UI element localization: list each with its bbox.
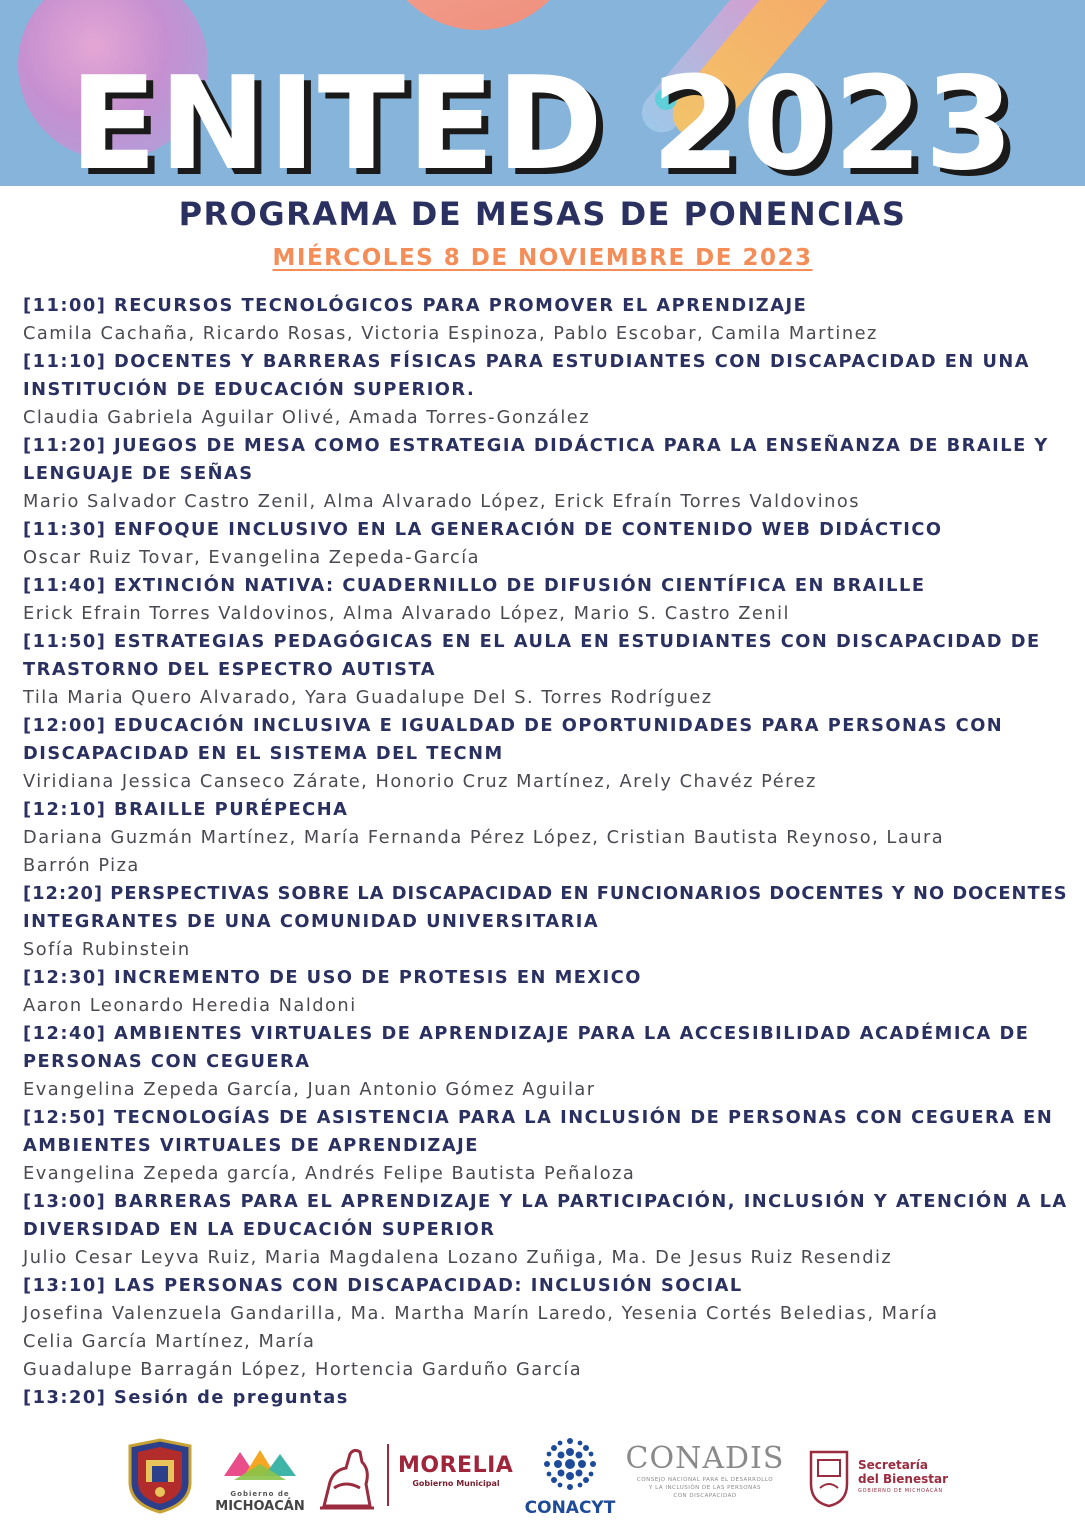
talk-title-line: [12:00] EDUCACIÓN INCLUSIVA E IGUALDAD DE OPORTUNIDADES PARA PERSONAS CON — [23, 715, 1004, 736]
michoacan-small-text: Gobierno de — [230, 1490, 290, 1498]
header-banner — [0, 0, 1085, 186]
talk-authors-line: Tila Maria Quero Alvarado, Yara Guadalupe Del S. Torres Rodríguez — [23, 687, 713, 708]
program-date: MIÉRCOLES 8 DE NOVIEMBRE DE 2023 — [272, 245, 813, 271]
talk-title-line: [13:10] LAS PERSONAS CON DISCAPACIDAD: INCLUSIÓN SOCIAL — [23, 1275, 743, 1296]
talk-authors-line: Julio Cesar Leyva Ruiz, Maria Magdalena Lozano Zuñiga, Ma. De Jesus Ruiz Resendiz — [23, 1247, 893, 1268]
conadis-sub-3: CON DISCAPACIDAD — [673, 1493, 737, 1499]
morelia-logo — [398, 1454, 514, 1490]
sponsor-logos — [0, 1428, 1085, 1528]
talk-authors-line: Oscar Ruiz Tovar, Evangelina Zepeda-García — [23, 547, 481, 568]
talk-title-line: [12:40] AMBIENTES VIRTUALES DE APRENDIZAJE PARA LA ACCESIBILIDAD ACADÉMICA DE — [23, 1023, 1030, 1044]
conadis-sub-2: Y LA INCLUSIÓN DE LAS PERSONAS — [649, 1485, 761, 1491]
bienestar-seal-icon — [808, 1448, 850, 1508]
talk-authors-line: Camila Cachaña, Ricardo Rosas, Victoria Espinoza, Pablo Escobar, Camila Martinez — [23, 323, 878, 344]
talk-title-line: TRASTORNO DEL ESPECTRO AUTISTA — [23, 659, 436, 680]
talk-title-line: [12:50] TECNOLOGÍAS DE ASISTENCIA PARA LA INCLUSIÓN DE PERSONAS CON CEGUERA EN — [23, 1107, 1054, 1128]
morelia-sub-text: Gobierno Municipal — [412, 1479, 500, 1488]
talk-authors-line: Evangelina Zepeda garcía, Andrés Felipe Bautista Peñaloza — [23, 1163, 636, 1184]
morelia-horse-icon — [316, 1442, 378, 1512]
talk-title-line: [12:10] BRAILLE PURÉPECHA — [23, 799, 349, 820]
logo-divider — [387, 1444, 389, 1506]
talk-authors-line: Sofía Rubinstein — [23, 939, 191, 960]
university-seal-logo — [126, 1438, 194, 1514]
bienestar-text-2: del Bienestar — [858, 1472, 948, 1486]
talk-title-line: [12:30] INCREMENTO DE USO DE PROTESIS EN MEXICO — [23, 967, 642, 988]
conadis-sub-1: CONSEJO NACIONAL PARA EL DESARROLLO — [636, 1477, 774, 1483]
talk-title-line: INSTITUCIÓN DE EDUCACIÓN SUPERIOR. — [23, 379, 476, 400]
bienestar-text-3: GOBIERNO DE MICHOACÁN — [858, 1488, 943, 1494]
talk-title-line: PERSONAS CON CEGUERA — [23, 1051, 311, 1072]
conacyt-dots-icon — [540, 1434, 600, 1494]
conadis-logo — [624, 1442, 786, 1500]
michoacan-mark-icon — [214, 1446, 306, 1486]
talk-title-line: [11:10] DOCENTES Y BARRERAS FÍSICAS PARA ESTUDIANTES CON DISCAPACIDAD EN UNA — [23, 351, 1031, 372]
talk-authors-line: Celia García Martínez, María — [23, 1331, 316, 1352]
talk-authors-line: Viridiana Jessica Canseco Zárate, Honorio Cruz Martínez, Arely Chavéz Pérez — [23, 771, 817, 792]
talk-authors-line: Evangelina Zepeda García, Juan Antonio Gómez Aguilar — [23, 1079, 596, 1100]
talk-title-line: [11:50] ESTRATEGIAS PEDAGÓGICAS EN EL AULA EN ESTUDIANTES CON DISCAPACIDAD DE — [23, 631, 1041, 652]
morelia-text: MORELIA — [398, 1453, 514, 1478]
talk-title-line: DIVERSIDAD EN LA EDUCACIÓN SUPERIOR — [23, 1219, 496, 1240]
talk-title-line: [13:20] Sesión de preguntas — [23, 1387, 349, 1408]
talk-title-line: INTEGRANTES DE UNA COMUNIDAD UNIVERSITARIA — [23, 911, 600, 932]
talk-title-line: AMBIENTES VIRTUALES DE APRENDIZAJE — [23, 1135, 479, 1156]
conadis-text: CONADIS — [625, 1441, 785, 1476]
event-title: ENITED 2023 — [69, 50, 1016, 186]
talk-title-line: DISCAPACIDAD EN EL SISTEMA DEL TECNM — [23, 743, 504, 764]
michoacan-text: MICHOACÁN — [215, 1499, 305, 1514]
program-subtitle: PROGRAMA DE MESAS DE PONENCIAS — [178, 195, 907, 233]
conacyt-logo — [518, 1434, 622, 1518]
talk-authors-line: Erick Efrain Torres Valdovinos, Alma Alvarado López, Mario S. Castro Zenil — [23, 603, 790, 624]
talk-authors-line: Aaron Leonardo Heredia Naldoni — [23, 995, 357, 1016]
talk-title-line: [13:00] BARRERAS PARA EL APRENDIZAJE Y LA PARTICIPACIÓN, INCLUSIÓN Y ATENCIÓN A LA — [23, 1191, 1068, 1212]
talk-authors-line: Dariana Guzmán Martínez, María Fernanda Pérez López, Cristian Bautista Reynoso, Laura — [23, 827, 945, 848]
bienestar-logo — [858, 1458, 968, 1496]
talk-authors-line: Barrón Piza — [23, 855, 140, 876]
talk-authors-line: Claudia Gabriela Aguilar Olivé, Amada Torres-González — [23, 407, 591, 428]
michoacan-logo — [214, 1446, 306, 1516]
talk-title-line: [12:20] PERSPECTIVAS SOBRE LA DISCAPACIDAD EN FUNCIONARIOS DOCENTES Y NO DOCENTES — [23, 883, 1068, 904]
conacyt-text: CONACYT — [524, 1498, 616, 1518]
talk-title-line: LENGUAJE DE SEÑAS — [23, 463, 254, 484]
talk-title-line: [11:30] ENFOQUE INCLUSIVO EN LA GENERACIÓN DE CONTENIDO WEB DIDÁCTICO — [23, 519, 943, 540]
decorative-circle-top — [378, 0, 578, 30]
talk-authors-line: Josefina Valenzuela Gandarilla, Ma. Martha Marín Laredo, Yesenia Cortés Beledias, María — [23, 1303, 939, 1324]
talk-authors-line: Mario Salvador Castro Zenil, Alma Alvarado López, Erick Efraín Torres Valdovinos — [23, 491, 861, 512]
talk-title-line: [11:00] RECURSOS TECNOLÓGICOS PARA PROMOVER EL APRENDIZAJE — [23, 295, 808, 316]
program-list — [23, 292, 1068, 1412]
talk-title-line: [11:40] EXTINCIÓN NATIVA: CUADERNILLO DE DIFUSIÓN CIENTÍFICA EN BRAILLE — [23, 575, 926, 596]
bienestar-text-1: Secretaría — [858, 1458, 928, 1472]
talk-authors-line: Guadalupe Barragán López, Hortencia Garduño García — [23, 1359, 583, 1380]
talk-title-line: [11:20] JUEGOS DE MESA COMO ESTRATEGIA DIDÁCTICA PARA LA ENSEÑANZA DE BRAILE Y — [23, 435, 1049, 456]
